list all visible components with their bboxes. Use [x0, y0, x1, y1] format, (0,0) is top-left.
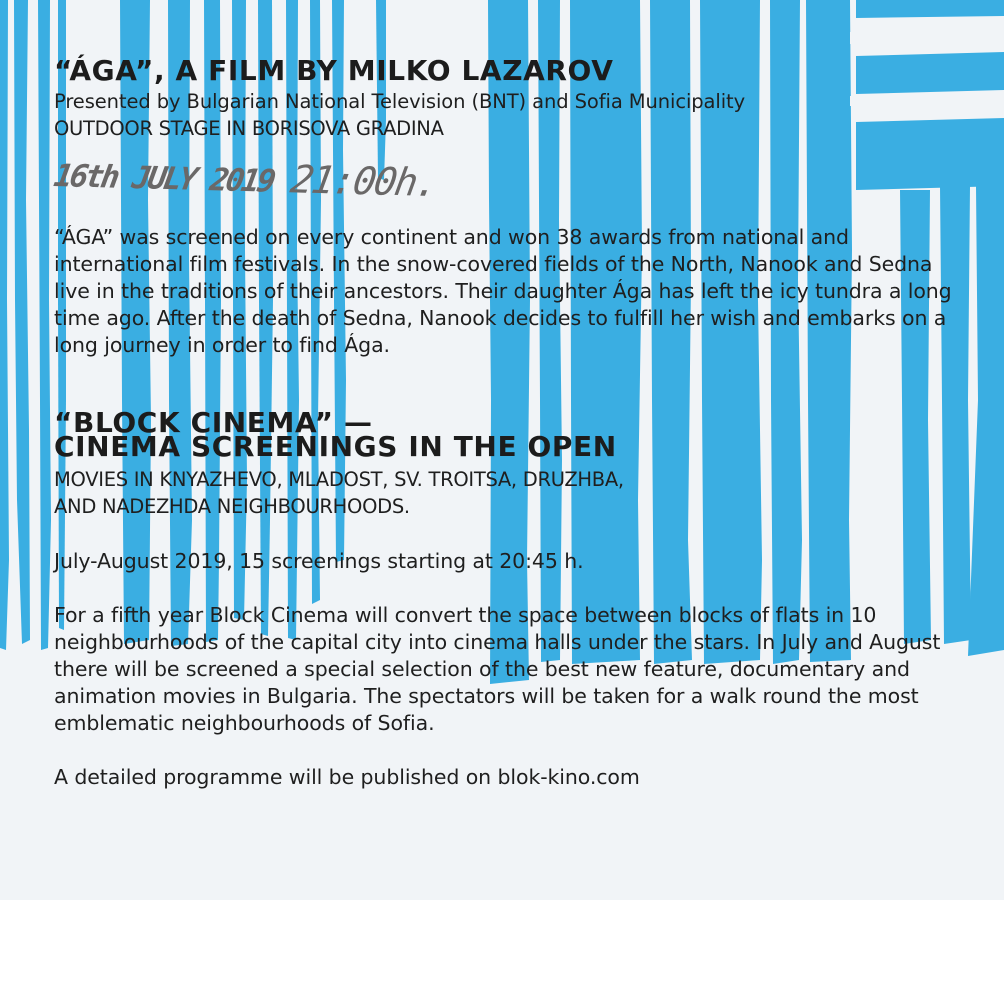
- screening-time: 21:00h.: [287, 157, 441, 206]
- section1-title: “ÁGA”, A FILM BY MILKO LAZAROV: [54, 54, 614, 87]
- section2-title-line1: “BLOCK CINEMA” —: [54, 406, 373, 439]
- presented-by: Presented by Bulgarian National Television (BNT) and Sofia Municipality: [54, 90, 746, 113]
- section2-description: For a fifth year Block Cinema will convert the space between blocks of flats in 10 neighbourhoods of the capital city into cinema halls under the stars. In July and August there will be screened a special selection of the best new feature, documentary and animation movies in Bulgaria. The spectators will be taken for a walk round the most emblematic neighbourhoods of Sofia.: [54, 603, 941, 735]
- section2-subtitle-line2: AND NADEZHDA NEIGHBOURHOODS.: [54, 495, 410, 518]
- programme-note: A detailed programme will be published on blok-kino.com: [54, 765, 640, 789]
- venue: OUTDOOR STAGE IN BORISOVA GRADINA: [54, 117, 444, 140]
- section1-description: “ÁGA” was screened on every continent and won 38 awards from national and international film festivals. In the snow-covered fields of the North, Nanook and Sedna live in the traditions of their ancestors. Their daughter Ága has left the icy tundra a long time ago. After the death of Sedna, Nanook decides to fulfill her wish and embarks on a long journey in order to find Ága.: [54, 225, 952, 357]
- section2-title-line2: CINEMA SCREENINGS IN THE OPEN: [54, 430, 617, 463]
- schedule: July-August 2019, 15 screenings starting at 20:45 h.: [54, 549, 584, 573]
- screening-date: 16th JULY 2019: [51, 157, 276, 200]
- section2-subtitle-line1: MOVIES IN KNYAZHEVO, MLADOST, SV. TROITSA, DRUZHBA,: [54, 468, 624, 491]
